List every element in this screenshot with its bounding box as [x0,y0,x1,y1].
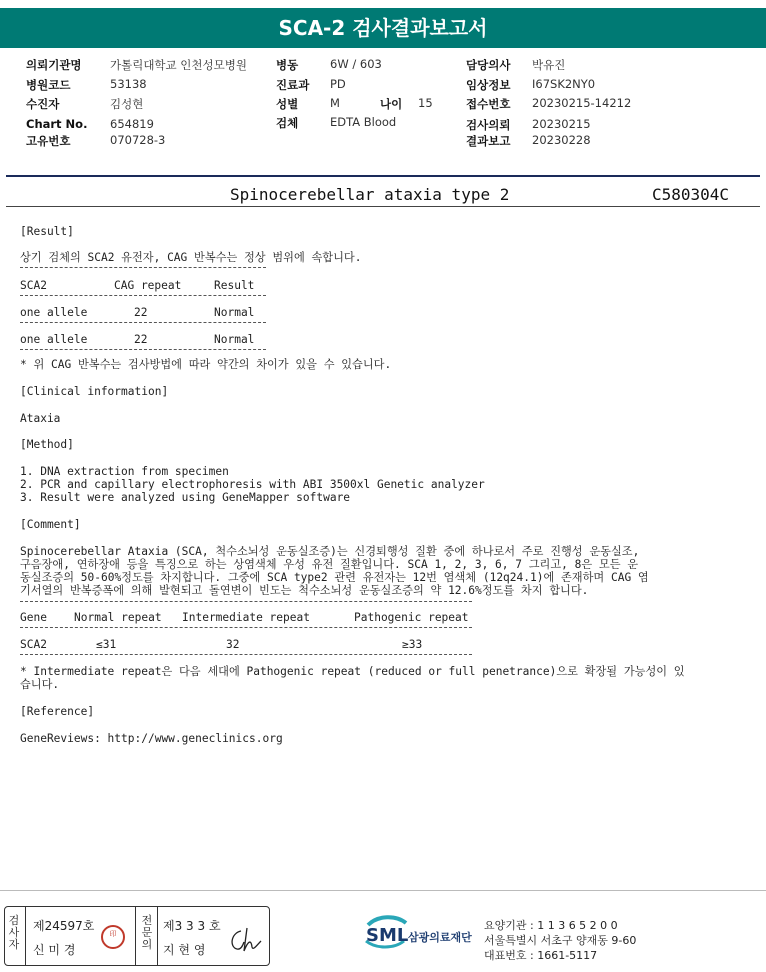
divider [20,295,266,296]
comment-line: 동실조증의 50-60%정도를 차지합니다. 그중에 SCA type2 관련 유전자는 12번 염색체 (12q24.1)에 존재하며 CAG 염 [20,571,649,584]
organization-name: 삼광의료재단 [408,931,472,944]
repeat-col-header: Pathogenic repeat [354,611,469,624]
comment-line: 구음장애, 연하장애 등을 특징으로 하는 상염색체 우성 유전 질환입니다. SCA 1, 2, 3, 6, 7 그리고, 8은 모든 운 [20,558,639,571]
header-row: 의뢰기관명 [26,58,82,72]
report-title: SCA-2 검사결과보고서 [0,8,766,48]
signature-box [4,906,270,966]
result-col-header: Result [214,279,255,292]
divider [20,654,472,655]
result-heading: [Result] [20,225,74,238]
specimen: EDTA Blood [330,115,397,129]
test-code: C580304C [652,185,730,204]
divider [6,206,760,207]
comment-line: 기서열의 반복증폭에 의해 발현되고 돌연변이 빈도는 척수소뇌성 운동실조증의 약 12.6%정도를 차지 합니다. [20,584,589,597]
result-note: * 위 CAG 반복수는 검사방법에 따라 약간의 차이가 있을 수 있습니다. [20,358,392,371]
test-name: Spinocerebellar ataxia type 2 [230,185,510,204]
address-line: 서울특별시 서초구 양재동 9-60 [484,934,637,947]
report-date: 20230228 [532,133,591,147]
specialist-name: 지 현 영 [163,943,206,957]
sml-logo-text: SML [366,925,409,946]
method-heading: [Method] [20,438,74,451]
method-step: 3. Result were analyzed using GeneMapper software [20,491,351,504]
department: PD [330,77,346,91]
address-line: 요양기관 : 1 1 3 6 5 2 0 0 [484,919,618,932]
age: 15 [418,96,433,110]
comment-line: Spinocerebellar Ataxia (SCA, 척수소뇌성 운동실조증)는 신경퇴행성 질환 중에 하나로서 주로 진행성 운동실조, [20,545,640,558]
reference-text: GeneReviews: http://www.geneclinics.org [20,732,283,745]
reference-heading: [Reference] [20,705,95,718]
signature-icon [227,925,263,955]
hospital-code: 53138 [110,77,147,91]
address-line: 대표번호 : 1661-5117 [484,949,598,962]
tester-name: 신 미 경 [33,943,76,957]
repeat-col-header: Normal repeat [74,611,162,624]
method-step: 2. PCR and capillary electrophoresis with ABI 3500xl Genetic analyzer [20,478,485,491]
request-date: 20230215 [532,117,591,131]
result-summary: 상기 검체의 SCA2 유전자, CAG 반복수는 정상 범위에 속합니다. [20,251,362,264]
receipt-no: 20230215-14212 [532,96,632,110]
repeat-col-header: Gene [20,611,47,624]
signature-label-specialist: 전 문 의 [141,914,153,951]
comment-heading: [Comment] [20,518,81,531]
comment-note: 습니다. [20,678,60,691]
specialist-license-no: 제3 3 3 호 [163,919,221,933]
ward: 6W / 603 [330,57,382,71]
divider [20,322,266,323]
unique-no: 070728-3 [110,133,166,147]
doctor: 박유진 [532,58,566,72]
patient-name: 김성현 [110,97,144,111]
clinical-code: I67SK2NY0 [532,77,596,91]
institution-name: 가톨릭대학교 인천성모병원 [110,58,247,72]
result-col-header: SCA2 [20,279,47,292]
divider [6,175,760,177]
tester-license-no: 제24597호 [33,919,95,933]
method-step: 1. DNA extraction from specimen [20,465,229,478]
chart-no: 654819 [110,117,154,131]
divider [20,601,472,602]
sex: M [330,96,340,110]
clinical-heading: [Clinical information] [20,385,169,398]
seal-stamp-icon: 印 [101,925,125,949]
divider [20,627,472,628]
result-col-header: CAG repeat [114,279,182,292]
repeat-col-header: Intermediate repeat [182,611,310,624]
divider [20,267,266,268]
comment-note: * Intermediate repeat은 다음 세대에 Pathogenic repeat (reduced or full penetrance)으로 확장될 가능성이 있 [20,665,685,678]
divider [20,349,266,350]
clinical-text: Ataxia [20,412,61,425]
signature-label-tester: 검 사 자 [8,914,20,951]
footer-divider [0,890,766,891]
